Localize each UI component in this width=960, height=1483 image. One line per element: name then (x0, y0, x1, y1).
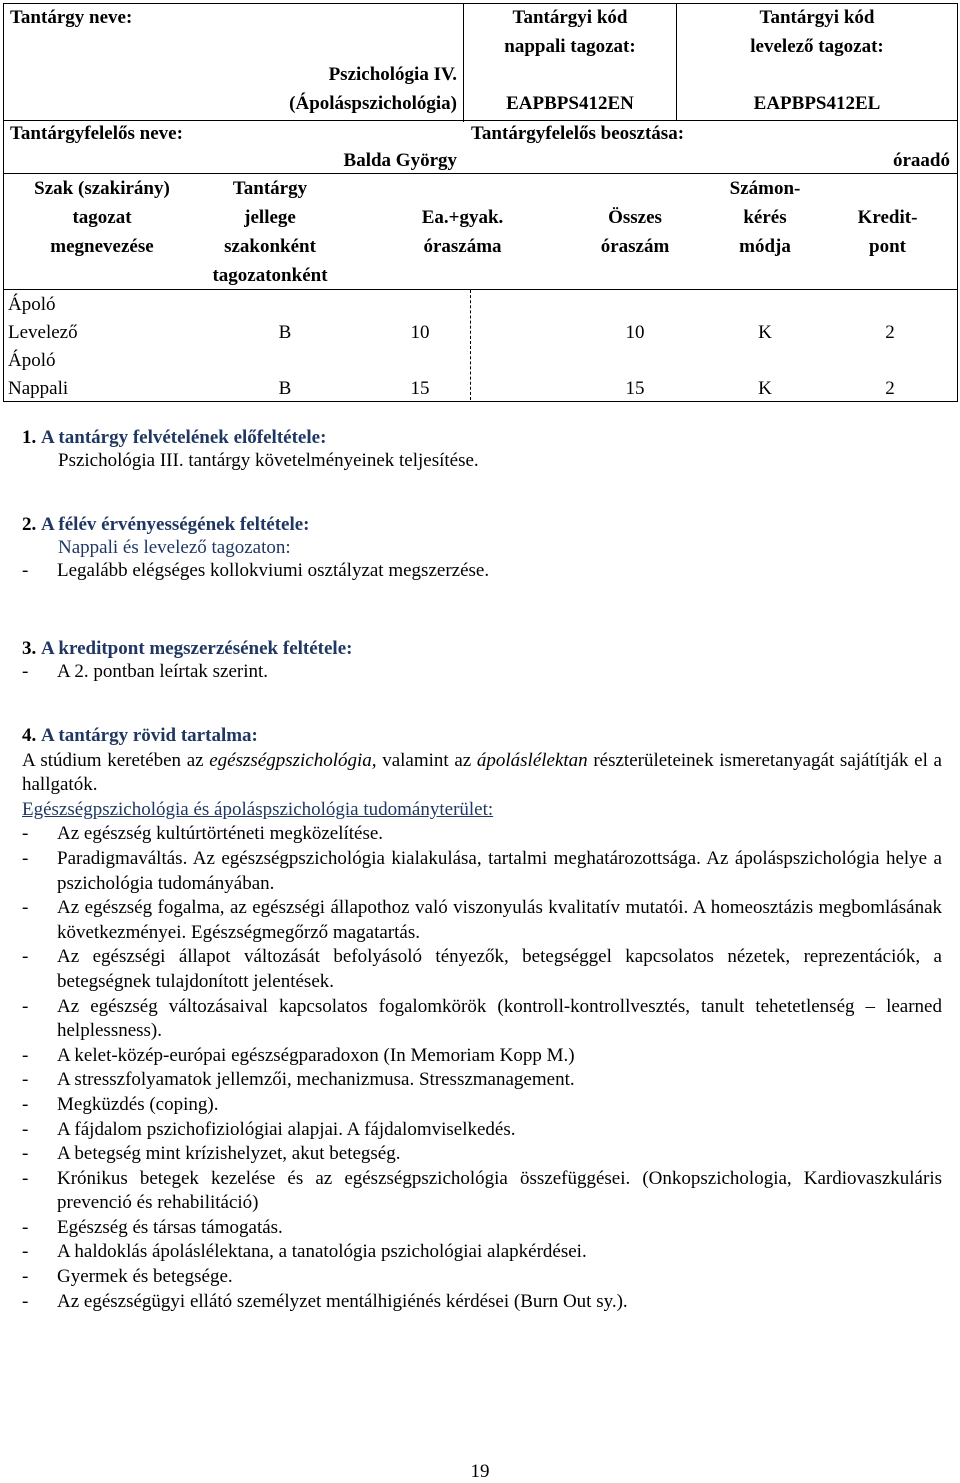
section-content (22, 724, 942, 1314)
section-number: 4. (22, 725, 37, 746)
col-exam-1: Számon- (729, 178, 801, 199)
list-item: - Legalább elégséges kollokviumi osztályzat megszerzése. (0, 559, 942, 582)
row-credit: 2 (885, 322, 895, 343)
row-exam: K (758, 378, 772, 399)
row-hours: 15 (410, 378, 430, 399)
subject-name-line2: (Ápoláspszichológia) (289, 93, 457, 114)
code-corr-value: EAPBPS412EL (753, 93, 881, 114)
section-prerequisite (22, 426, 942, 472)
col-exam-3: módja (739, 236, 791, 257)
row-type: B (278, 322, 292, 343)
list-item: - Egészség és társas támogatás. (0, 1216, 942, 1241)
list-item: - A haldoklás ápoláslélektana, a tanatológia pszichológiai alapkérdései. (0, 1240, 942, 1265)
subject-name-line1: Pszichológia IV. (328, 64, 457, 85)
section-number: 3. (22, 638, 37, 659)
col-major-2: tagozat (72, 207, 132, 228)
list-item: - A fájdalom pszichofiziológiai alapjai. A fájdalomviselkedés. (0, 1118, 942, 1143)
list-item: - A 2. pontban leírtak szerint. (0, 660, 942, 683)
col-type-3: szakonként (224, 236, 316, 257)
list-item: - Krónikus betegek kezelése és az egészségpszichológia összefüggései. (Onkopszichologia, Kardiovaszkuláris prevenció és rehabilitáció) (0, 1167, 942, 1216)
list-item: - Az egészség változásaival kapcsolatos fogalomkörök (kontroll-kontrollvesztés, tanult tehetetlenség – learned helplessness). (0, 995, 942, 1044)
section-intro: A stúdium keretében az egészségpszichológia, valamint az ápoláslélektan részterületeinek ismeretanyagát sajátítják el a hallgatók. (22, 749, 942, 796)
section-title: A kreditpont megszerzésének feltétele: (41, 638, 353, 659)
page-number: 19 (470, 1461, 490, 1482)
position-value: óraadó (893, 150, 950, 171)
row-major-2: Nappali (8, 378, 69, 399)
col-credit-1: Kredit- (857, 207, 918, 228)
row-total: 10 (625, 322, 645, 343)
col-total-1: Összes (608, 207, 662, 228)
row-exam: K (758, 322, 772, 343)
list-item: - Az egészségügyi ellátó személyzet mentálhigiénés kérdései (Burn Out sy.). (0, 1290, 942, 1315)
list-item: - A stresszfolyamatok jellemzői, mechanizmusa. Stresszmanagement. (0, 1068, 942, 1093)
code-day-label-2: nappali tagozat: (504, 36, 636, 57)
row-type: B (278, 378, 292, 399)
responsible-label: Tantárgyfelelős neve: (10, 123, 183, 144)
section-subtitle: Nappali és levelező tagozaton: (58, 537, 291, 558)
section-title: A félév érvényességének feltétele: (41, 514, 310, 535)
col-type-1: Tantárgy (232, 178, 308, 199)
code-day-value: EAPBPS412EN (506, 93, 634, 114)
code-corr-label-1: Tantárgyi kód (759, 7, 875, 28)
section-number: 2. (22, 514, 37, 535)
list-item: - Az egészség fogalma, az egészségi állapothoz való viszonyulás kvalitatív mutatói. A homeosztázis megbomlásának következményei. Egészségmegőrző magatartás. (0, 896, 942, 945)
code-day-label-1: Tantárgyi kód (512, 7, 628, 28)
responsible-name: Balda György (343, 150, 457, 171)
col-total-2: óraszám (600, 236, 670, 257)
row-major-1: Ápoló (8, 294, 56, 315)
list-item: - Paradigmaváltás. Az egészségpszichológia kialakulása, tartalmi meghatározottsága. Az ápoláspszichológia helye a pszichológia tudományában. (0, 847, 942, 896)
section-title: A tantárgy rövid tartalma: (41, 725, 258, 746)
section-credit-condition (22, 637, 942, 683)
list-item: - Megküzdés (coping). (0, 1093, 942, 1118)
row-credit: 2 (885, 378, 895, 399)
row-major-2: Levelező (8, 322, 78, 343)
col-hours-2: óraszáma (423, 236, 502, 257)
row-hours: 10 (410, 322, 430, 343)
col-major-1: Szak (szakirány) (34, 178, 170, 199)
section-number: 1. (22, 427, 37, 448)
section-validity (22, 513, 942, 582)
list-item: - A betegség mint krízishelyzet, akut betegség. (0, 1142, 942, 1167)
row-major-1: Ápoló (8, 350, 56, 371)
position-label: Tantárgyfelelős beosztása: (471, 123, 685, 144)
list-item: - A kelet-közép-európai egészségparadoxon (In Memoriam Kopp M.) (0, 1044, 942, 1069)
section-heading: Egészségpszichológia és ápoláspszichológia tudományterület: (22, 798, 494, 820)
col-type-2: jellege (244, 207, 296, 228)
content-list (0, 822, 942, 1314)
col-hours-1: Ea.+gyak. (421, 207, 504, 228)
col-major-3: megnevezése (50, 236, 154, 257)
list-item: - Az egészségi állapot változását befolyásoló tényezők, betegséggel kapcsolatos nézetek, reprezentációk, a betegségnek tulajdonított jelentések. (0, 945, 942, 994)
subject-name-label: Tantárgy neve: (10, 7, 133, 28)
code-corr-label-2: levelező tagozat: (750, 36, 884, 57)
list-item: - Gyermek és betegsége. (0, 1265, 942, 1290)
col-exam-2: kérés (743, 207, 787, 228)
section-text: Pszichológia III. tantárgy követelményeinek teljesítése. (58, 450, 479, 471)
section-title: A tantárgy felvételének előfeltétele: (41, 427, 327, 448)
row-total: 15 (625, 378, 645, 399)
list-item: - Az egészség kultúrtörténeti megközelítése. (0, 822, 942, 847)
col-credit-2: pont (869, 236, 906, 257)
col-type-4: tagozatonként (212, 265, 328, 286)
